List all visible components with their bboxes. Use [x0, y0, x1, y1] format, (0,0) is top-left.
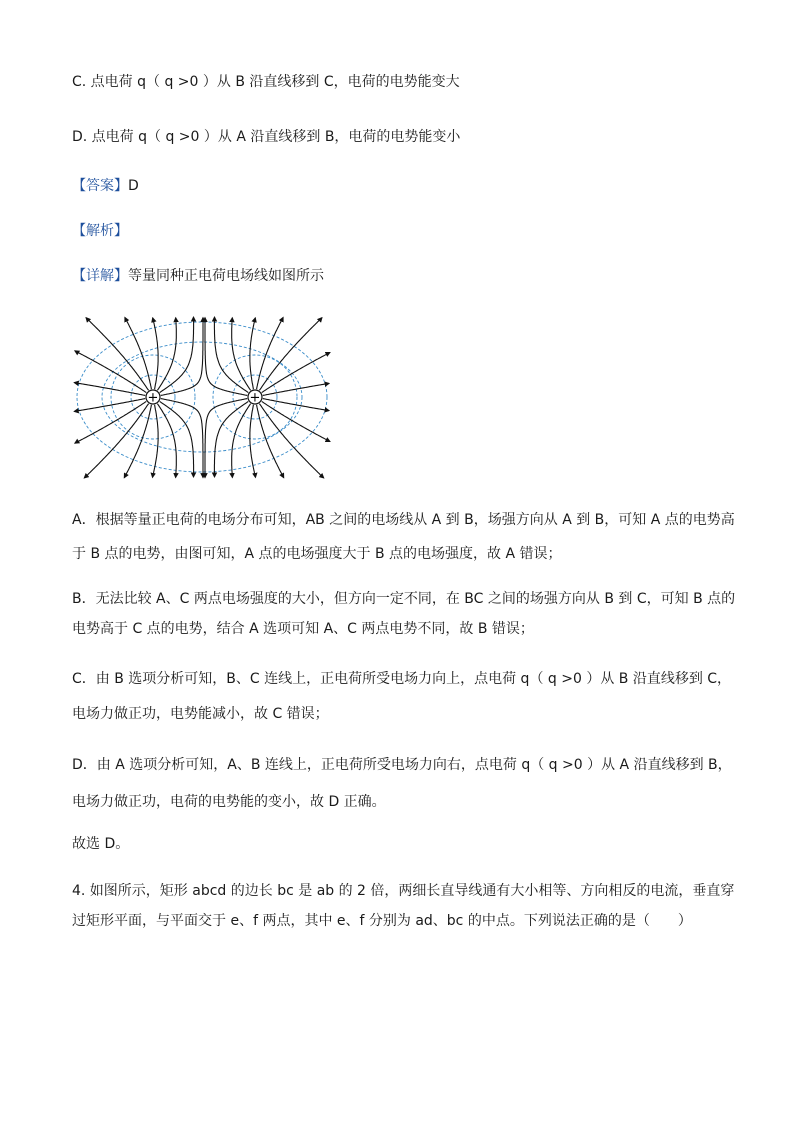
explain-b-line-1: B．无法比较 A、C 两点电场强度的大小，但方向一定不同，在 BC 之间的场强方向从 B 到 C，可知 B 点的 [72, 591, 736, 607]
analysis-tag: 【解析】 [72, 223, 128, 239]
equipotential-lines [77, 322, 327, 472]
question-4-line-1: 4. 如图所示，矩形 abcd 的边长 bc 是 ab 的 2 倍，两细长直导线通有大小相等、方向相反的电流，垂直穿 [72, 883, 735, 899]
answer-line [72, 176, 139, 196]
explain-a-line-1: A．根据等量正电荷的电场分布可知，AB 之间的电场线从 A 到 B，场强方向从 A 到 B，可知 A 点的电势高 [72, 512, 735, 528]
field-line [153, 318, 158, 389]
answer-value: D [128, 178, 139, 194]
field-line [153, 405, 159, 478]
right-charge [248, 390, 262, 406]
explain-d-line-1: D．由 A 选项分析可知，A、B 连线上，正电荷所受电场力向右，点电荷 q（ q >0 ）从 A 沿直线移到 B， [72, 757, 732, 773]
option-d: D. 点电荷 q（ q >0 ）从 A 沿直线移到 B，电荷的电势能变小 [72, 129, 461, 145]
field-line [259, 404, 323, 478]
field-line [257, 405, 284, 478]
field-line [232, 404, 251, 478]
detail-tag: 【详解】 [72, 268, 128, 284]
electric-field-lines-figure [72, 315, 332, 480]
right-charge-sign: + [249, 390, 261, 406]
field-line [84, 404, 148, 478]
field-line [124, 405, 151, 478]
field-line [257, 318, 284, 390]
answer-tag: 【答案】 [72, 178, 128, 194]
conclusion: 故选 D。 [72, 836, 130, 852]
option-c: C. 点电荷 q（ q >0 ）从 B 沿直线移到 C，电荷的电势能变大 [72, 74, 460, 90]
explain-c-line-1: C．由 B 选项分析可知，B、C 连线上，正电荷所受电场力向上，点电荷 q（ q >0 ）从 B 沿直线移到 C， [72, 671, 732, 687]
detail-line [72, 266, 324, 286]
left-charge [146, 390, 160, 406]
explain-c-line-2: 电场力做正功，电势能减小，故 C 错误； [72, 706, 329, 722]
field-line [205, 399, 247, 478]
field-line [161, 318, 203, 396]
detail-text: 等量同种正电荷电场线如图所示 [128, 268, 324, 284]
field-lines [74, 317, 330, 478]
explain-a-line-2: 于 B 点的电势，由图可知，A 点的电场强度大于 B 点的电场强度，故 A 错误； [72, 546, 562, 562]
explain-b-line-2: 电势高于 C 点的电势，结合 A 选项可知 A、C 两点电势不同，故 B 错误； [72, 621, 534, 637]
field-line [161, 399, 203, 478]
field-line [205, 318, 247, 396]
field-line [125, 318, 151, 390]
question-4-line-2: 过矩形平面，与平面交于 e、f 两点，其中 e、f 分别为 ad、bc 的中点。下列说法正确的是（ ） [72, 913, 692, 929]
field-line [86, 318, 149, 391]
left-charge-sign: + [147, 390, 159, 406]
field-line [157, 404, 176, 478]
explain-d-line-2: 电场力做正功，电荷的电势能的变小，故 D 正确。 [72, 794, 386, 810]
field-line [232, 318, 251, 391]
